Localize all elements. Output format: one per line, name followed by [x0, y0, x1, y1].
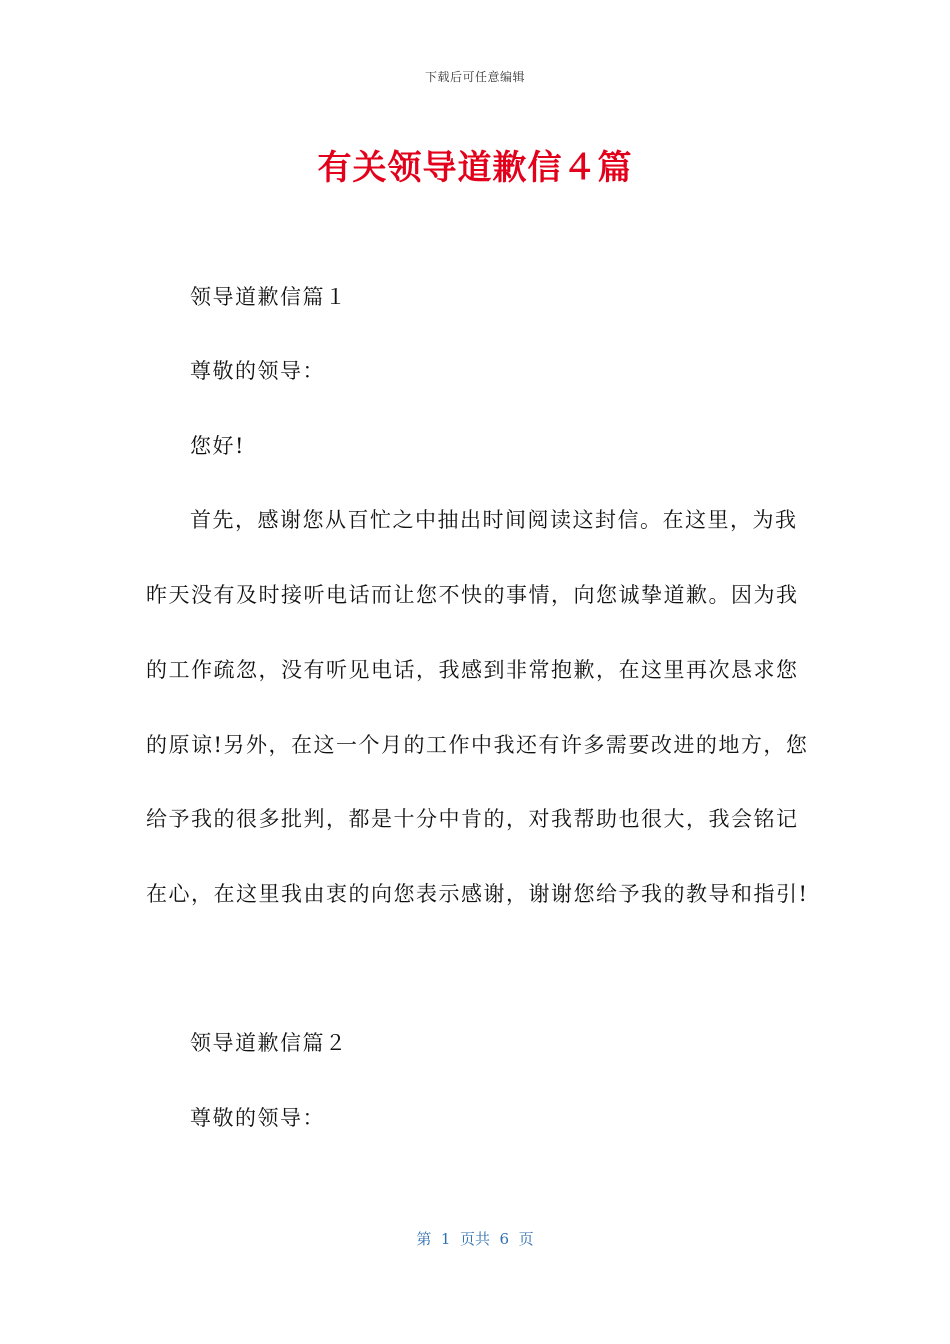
page-number-footer: 第 1 页共 6 页 — [416, 1230, 534, 1248]
section-1-body-line: 首先，感谢您从百忙之中抽出时间阅读这封信。在这里，为我 — [190, 508, 798, 532]
section-1-greeting: 您好! — [190, 434, 245, 458]
section-1-body-line: 昨天没有及时接听电话而让您不快的事情，向您诚挚道歉。因为我 — [146, 583, 799, 607]
section-1-salutation: 尊敬的领导： — [190, 359, 325, 383]
section-1-heading: 领导道歉信篇１ — [190, 285, 348, 309]
section-2-salutation: 尊敬的领导： — [190, 1106, 325, 1130]
section-1-body-line: 在心，在这里我由衷的向您表示感谢，谢谢您给予我的教导和指引! — [146, 882, 809, 906]
document-title: 有关领导道歉信４篇 — [317, 148, 633, 188]
header-note: 下载后可任意编辑 — [424, 70, 525, 84]
section-1-body-line: 的原谅!另外，在这一个月的工作中我还有许多需要改进的地方，您 — [146, 733, 809, 757]
section-2-heading: 领导道歉信篇２ — [190, 1031, 348, 1055]
section-1-body-line: 给予我的很多批判，都是十分中肯的，对我帮助也很大，我会铭记 — [146, 807, 799, 831]
section-1-body-line: 的工作疏忽，没有听见电话，我感到非常抱歉，在这里再次恳求您 — [146, 658, 799, 682]
